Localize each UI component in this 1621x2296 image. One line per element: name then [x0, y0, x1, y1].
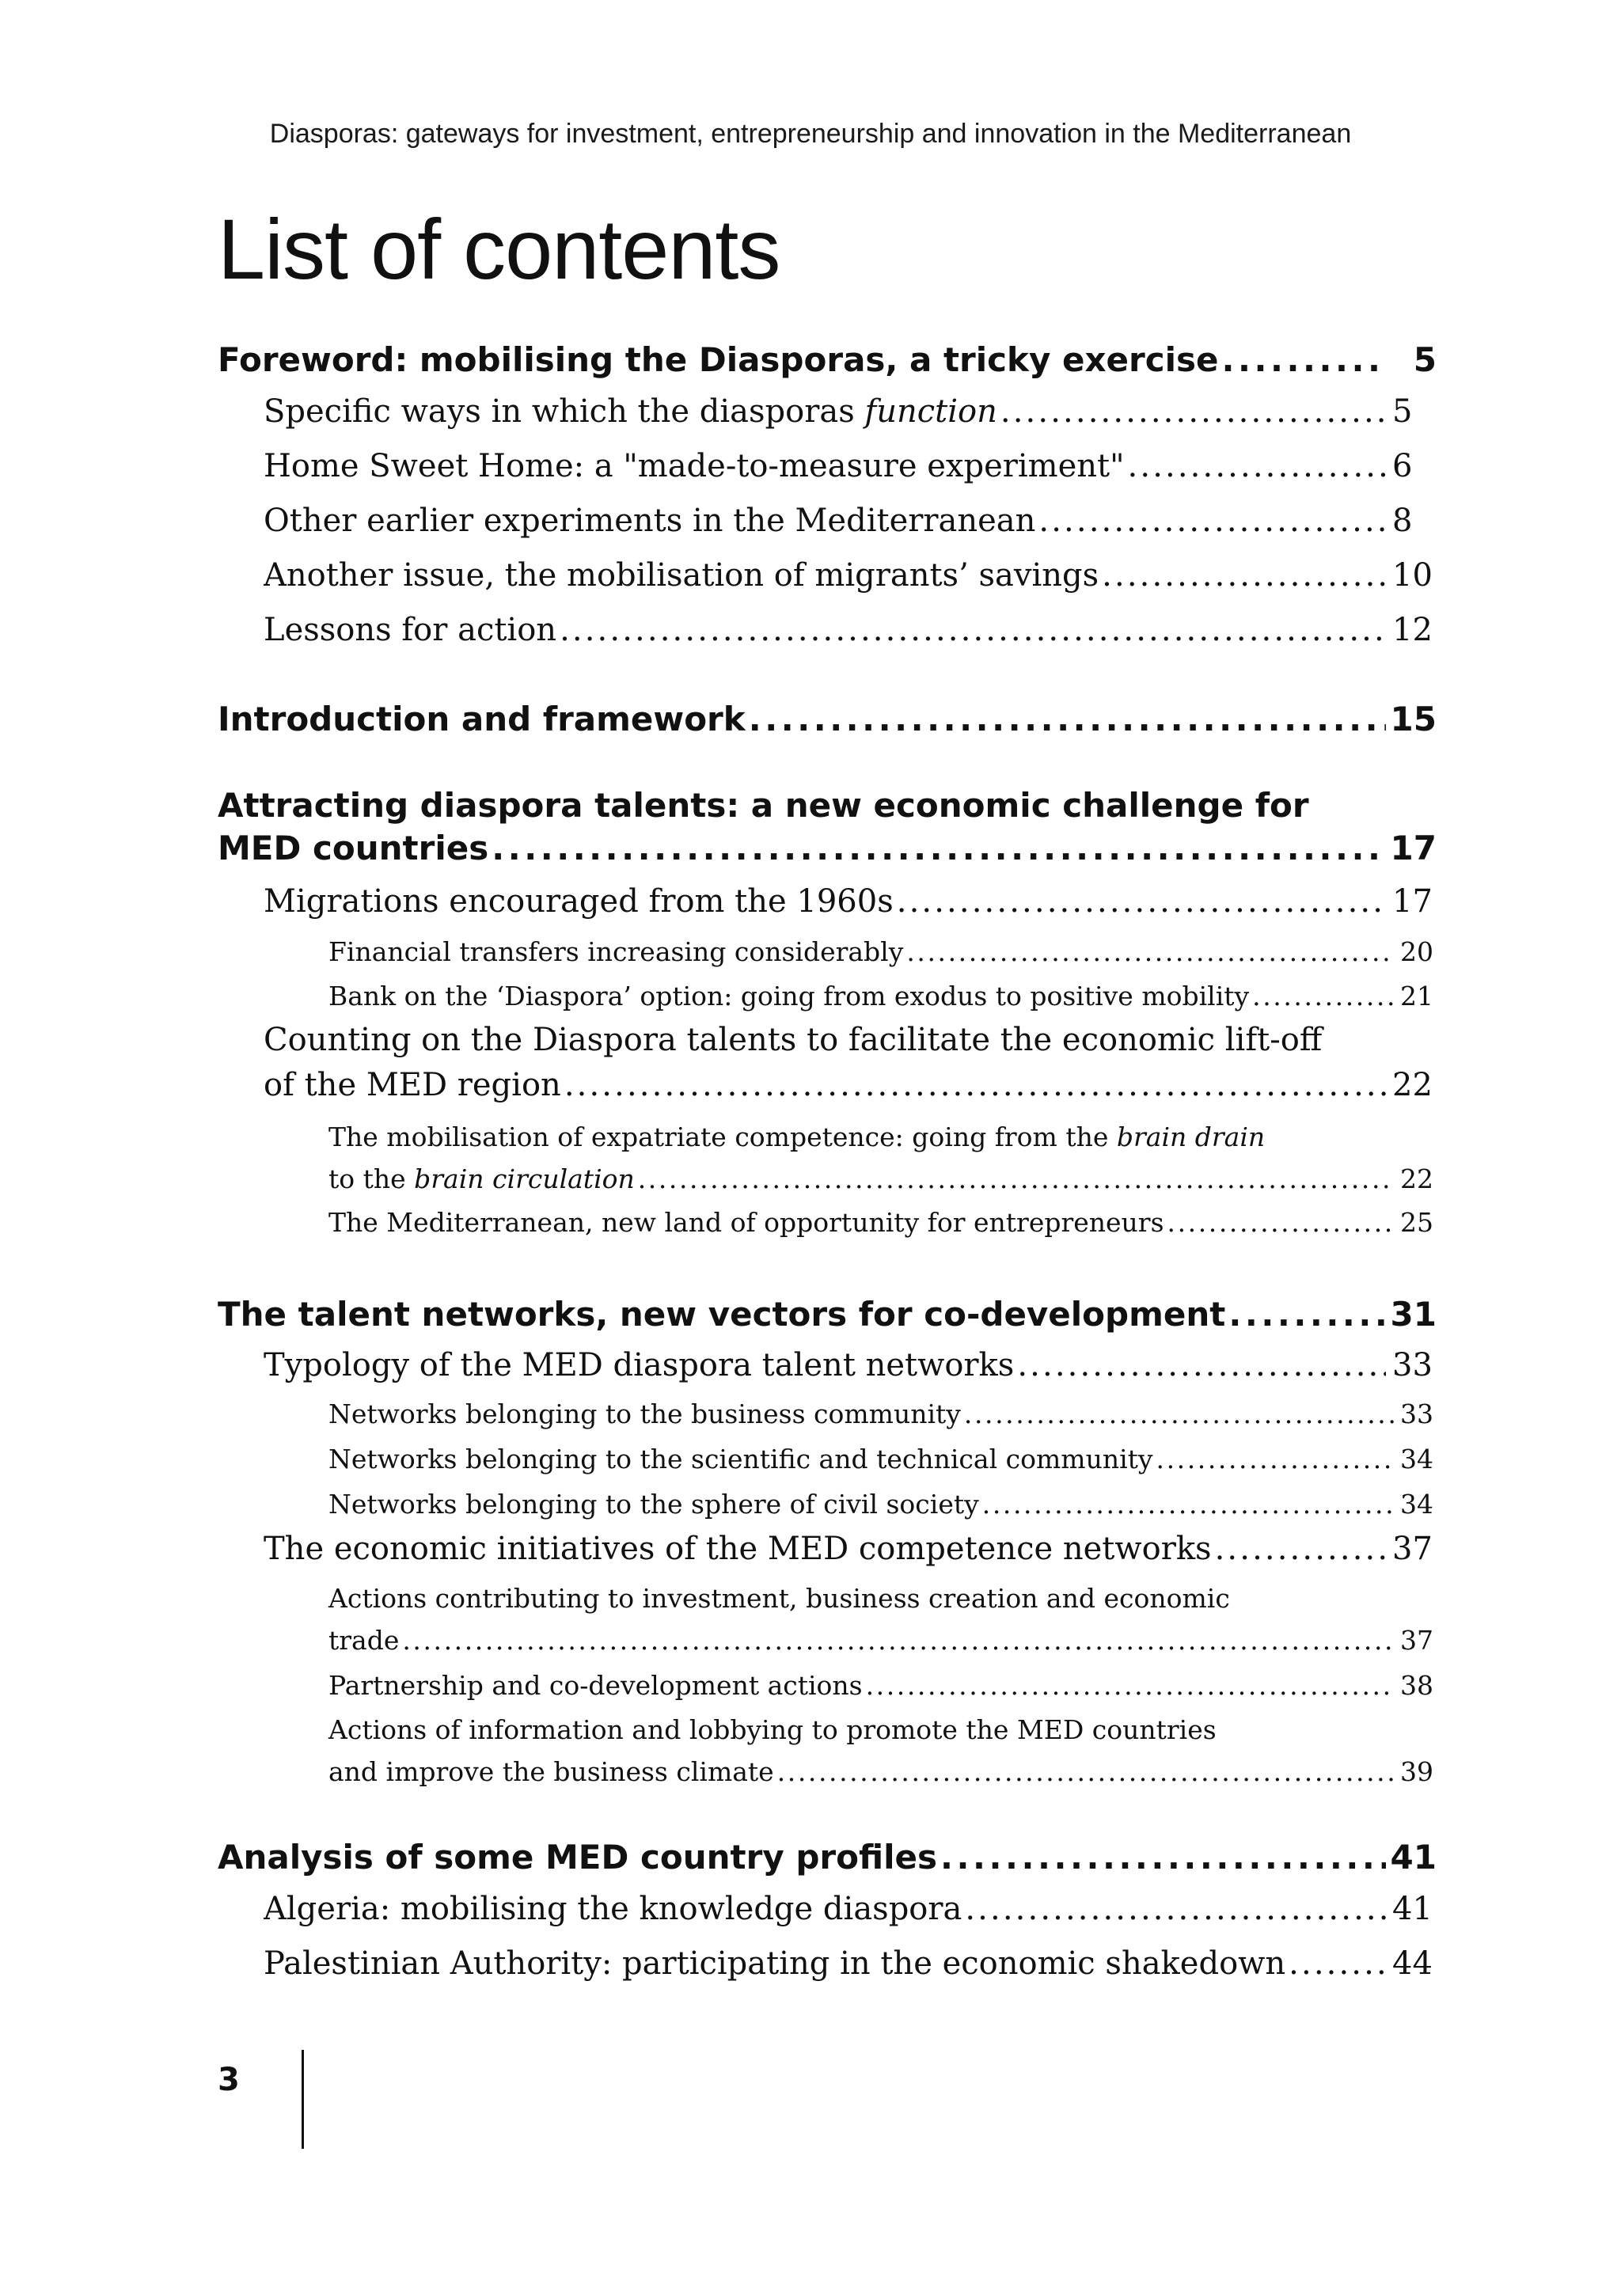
dot-leader	[749, 698, 1386, 741]
dot-leader	[564, 1063, 1386, 1108]
page-ref: 22	[1400, 1163, 1433, 1194]
page-ref: 34	[1400, 1489, 1433, 1520]
dot-leader	[1222, 339, 1386, 381]
toc-entry-migrations[interactable]: Migrations encouraged from the 1960s . . . 17	[264, 879, 1437, 924]
toc-entry-financial-transfers[interactable]: Financial transfers increasing considerably . . . 20	[328, 931, 1437, 973]
toc-entry-networks-business[interactable]: Networks belonging to the business community . . . 33	[328, 1393, 1437, 1435]
dot-leader	[1017, 1343, 1386, 1388]
dot-leader	[1228, 1293, 1386, 1336]
dot-leader	[906, 931, 1394, 973]
page-ref: 15	[1390, 700, 1437, 738]
toc-entry-talent-networks[interactable]: The talent networks, new vectors for co-development . . . 31	[218, 1293, 1437, 1336]
dot-leader	[940, 1836, 1386, 1879]
page-ref: 5	[1413, 340, 1437, 379]
dot-leader	[1167, 1201, 1394, 1243]
toc-entry-other-experiments[interactable]: Other earlier experiments in the Mediterranean . . . 8	[264, 499, 1437, 544]
page-ref: 12	[1392, 612, 1433, 648]
toc-entry-networks-scientific[interactable]: Networks belonging to the scientific and technical community . . . 34	[328, 1438, 1437, 1480]
page-ref: 6	[1392, 448, 1413, 484]
page-ref: 34	[1400, 1444, 1433, 1474]
page-ref: 44	[1392, 1945, 1433, 1982]
dot-leader	[1215, 1527, 1386, 1572]
page-ref: 33	[1400, 1398, 1433, 1429]
toc-entry-partnership[interactable]: Partnership and co-development actions . . . 38	[328, 1664, 1437, 1706]
dot-leader	[897, 879, 1386, 924]
dot-leader	[402, 1619, 1394, 1661]
page-ref: 17	[1392, 883, 1433, 920]
dot-leader	[560, 608, 1386, 653]
page-ref: 38	[1400, 1670, 1433, 1701]
toc-entry-attracting[interactable]: Attracting diaspora talents: a new economic challenge for MED countries . . . 17	[218, 784, 1437, 870]
dot-leader	[1000, 389, 1386, 435]
page-ref: 39	[1400, 1756, 1433, 1787]
toc-entry-introduction[interactable]: Introduction and framework . . . 15	[218, 698, 1437, 741]
toc-entry-lessons[interactable]: Lessons for action . . . 12	[264, 608, 1437, 653]
page-ref: 41	[1390, 1838, 1437, 1877]
toc-entry-mobilisation-competence[interactable]: The mobilisation of expatriate competence: going from the brain drain to the brain circulation . . . 22	[328, 1116, 1437, 1200]
page-ref: 37	[1400, 1625, 1433, 1656]
toc-entry-mediterranean-land[interactable]: The Mediterranean, new land of opportunity for entrepreneurs . . . 25	[328, 1201, 1437, 1243]
toc-entry-another-issue[interactable]: Another issue, the mobilisation of migrants’ savings . . . 10	[264, 553, 1437, 598]
toc-entry-counting-on-talents[interactable]: Counting on the Diaspora talents to facilitate the economic lift-off of the MED region . . . 22	[264, 1018, 1437, 1108]
page-ref: 31	[1390, 1295, 1437, 1334]
toc-entry-networks-civil[interactable]: Networks belonging to the sphere of civil society . . . 34	[328, 1483, 1437, 1525]
toc-entry-palestinian-authority[interactable]: Palestinian Authority: participating in the economic shakedown . . . 44	[264, 1941, 1437, 1987]
footer-divider	[302, 2050, 304, 2149]
dot-leader	[965, 1887, 1386, 1932]
page-ref: 5	[1392, 393, 1413, 430]
page-ref: 10	[1392, 557, 1433, 594]
page-ref: 37	[1392, 1531, 1433, 1567]
toc-entry-economic-initiatives[interactable]: The economic initiatives of the MED competence networks . . . 37	[264, 1527, 1437, 1572]
dot-leader	[1128, 444, 1386, 489]
page-ref: 8	[1392, 503, 1413, 539]
page-number: 3	[218, 2062, 240, 2098]
toc-entry-home-sweet-home[interactable]: Home Sweet Home: a "made-to-measure experiment" . . . 6	[264, 444, 1437, 489]
dot-leader	[1156, 1438, 1394, 1480]
dot-leader	[492, 827, 1386, 870]
page-ref: 21	[1400, 981, 1433, 1011]
dot-leader	[964, 1393, 1394, 1435]
dot-leader	[1038, 499, 1386, 544]
toc-entry-typology[interactable]: Typology of the MED diaspora talent networks . . . 33	[264, 1343, 1437, 1388]
page-ref: 25	[1400, 1207, 1433, 1238]
dot-leader	[1102, 553, 1386, 598]
toc-entry-specific-ways[interactable]: Specific ways in which the diasporas function . . . 5	[264, 389, 1437, 435]
toc-entry-foreword[interactable]: Foreword: mobilising the Diasporas, a tricky exercise . . . 5	[218, 339, 1437, 381]
dot-leader	[1252, 975, 1394, 1017]
page-ref: 22	[1392, 1067, 1433, 1103]
dot-leader	[777, 1751, 1394, 1793]
dot-leader	[866, 1664, 1394, 1706]
toc-entry-actions-information[interactable]: Actions of information and lobbying to promote the MED countries and improve the business climate . . . 39	[328, 1709, 1437, 1793]
toc-entry-analysis[interactable]: Analysis of some MED country profiles . . . 41	[218, 1836, 1437, 1879]
page-ref: 33	[1392, 1347, 1433, 1383]
page-title: List of contents	[218, 201, 780, 297]
dot-leader	[1289, 1941, 1386, 1987]
page-ref: 41	[1392, 1891, 1433, 1927]
running-header: Diasporas: gateways for investment, entrepreneurship and innovation in the Mediterranean	[269, 119, 1352, 149]
toc-entry-actions-investment[interactable]: Actions contributing to investment, business creation and economic trade . . . 37	[328, 1577, 1437, 1661]
dot-leader	[982, 1483, 1394, 1525]
toc-entry-algeria[interactable]: Algeria: mobilising the knowledge diaspora . . . 41	[264, 1887, 1437, 1932]
page-ref: 17	[1390, 829, 1437, 867]
toc-entry-bank-on-diaspora[interactable]: Bank on the ‘Diaspora’ option: going from exodus to positive mobility . . . 21	[328, 975, 1437, 1017]
page-ref: 20	[1400, 936, 1433, 967]
dot-leader	[638, 1158, 1394, 1200]
